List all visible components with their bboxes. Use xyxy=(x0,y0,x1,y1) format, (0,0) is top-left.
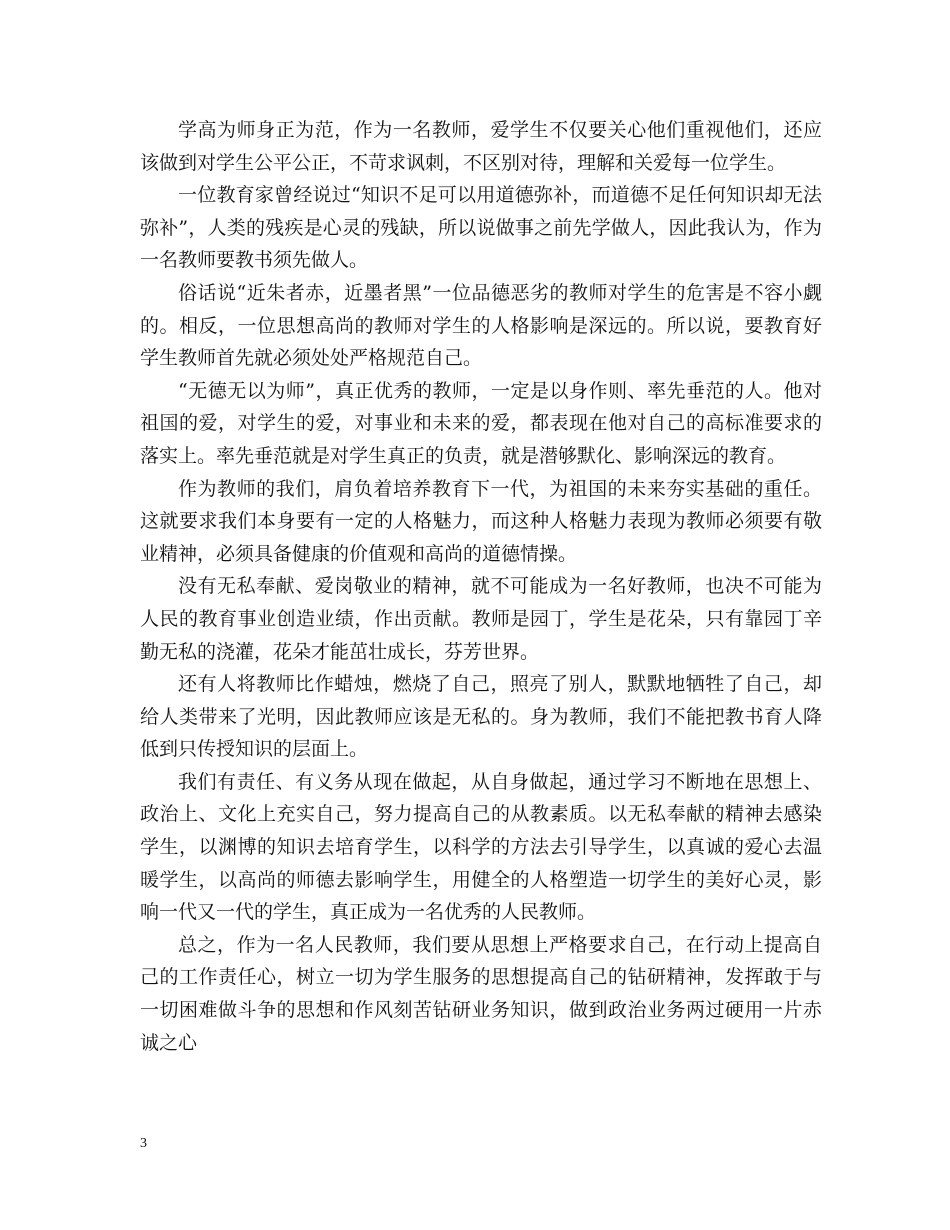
paragraph-4: “无德无以为师”，真正优秀的教师，一定是以身作则、率先垂范的人。他对祖国的爱，对学生的爱，对事业和未来的爱，都表现在他对自己的高标准要求的落实上。率先垂范就是对学生真正的负责，就是潜够默化、影响深远的教育。 xyxy=(140,379,822,467)
paragraph-2: 一位教育家曾经说过“知识不足可以用道德弥补，而道德不足任何知识却无法弥补”，人类的残疾是心灵的残缺，所以说做事之前先学做人，因此我认为，作为一名教师要教书须先做人。 xyxy=(140,184,822,272)
paragraph-1: 学高为师身正为范，作为一名教师，爱学生不仅要关心他们重视他们，还应该做到对学生公平公正，不苛求讽刺，不区别对待，理解和关爱每一位学生。 xyxy=(140,119,822,174)
paragraph-6: 没有无私奉献、爱岗敬业的精神，就不可能成为一名好教师，也决不可能为人民的教育事业创造业绩，作出贡献。教师是园丁，学生是花朵，只有靠园丁辛勤无私的浇灌，花朵才能茁壮成长，芬芳世界。 xyxy=(140,575,822,663)
paragraph-5: 作为教师的我们，肩负着培养教育下一代，为祖国的未来夯实基础的重任。这就要求我们本身要有一定的人格魅力，而这种人格魅力表现为教师必须要有敬业精神，必须具备健康的价值观和高尚的道德情操。 xyxy=(140,477,822,565)
page-number: 3 xyxy=(140,1136,147,1151)
paragraph-7: 还有人将教师比作蜡烛，燃烧了自己，照亮了别人，默默地牺牲了自己，却给人类带来了光明，因此教师应该是无私的。身为教师，我们不能把教书育人降低到只传授知识的层面上。 xyxy=(140,673,822,761)
paragraph-8: 我们有责任、有义务从现在做起，从自身做起，通过学习不断地在思想上、政治上、文化上充实自己，努力提高自己的从教素质。以无私奉献的精神去感染学生，以渊博的知识去培育学生，以科学的方法去引导学生，以真诚的爱心去温暖学生，以高尚的师德去影响学生，用健全的人格塑造一切学生的美好心灵，影响一代又一代的学生，真正成为一名优秀的人民教师。 xyxy=(140,770,822,924)
paragraph-3: 俗话说“近朱者赤，近墨者黑”一位品德恶劣的教师对学生的危害是不容小觑的。相反，一位思想高尚的教师对学生的人格影响是深远的。所以说，要教育好学生教师首先就必须处处严格规范自己。 xyxy=(140,281,822,370)
document-body xyxy=(140,114,822,1059)
paragraph-9: 总之，作为一名人民教师，我们要从思想上严格要求自己，在行动上提高自己的工作责任心，树立一切为学生服务的思想提高自己的钻研精神，发挥敢于与一切困难做斗争的思想和作风刻苦钻研业务知识，做到政治业务两过硬用一片赤诚之心 xyxy=(140,933,822,1054)
